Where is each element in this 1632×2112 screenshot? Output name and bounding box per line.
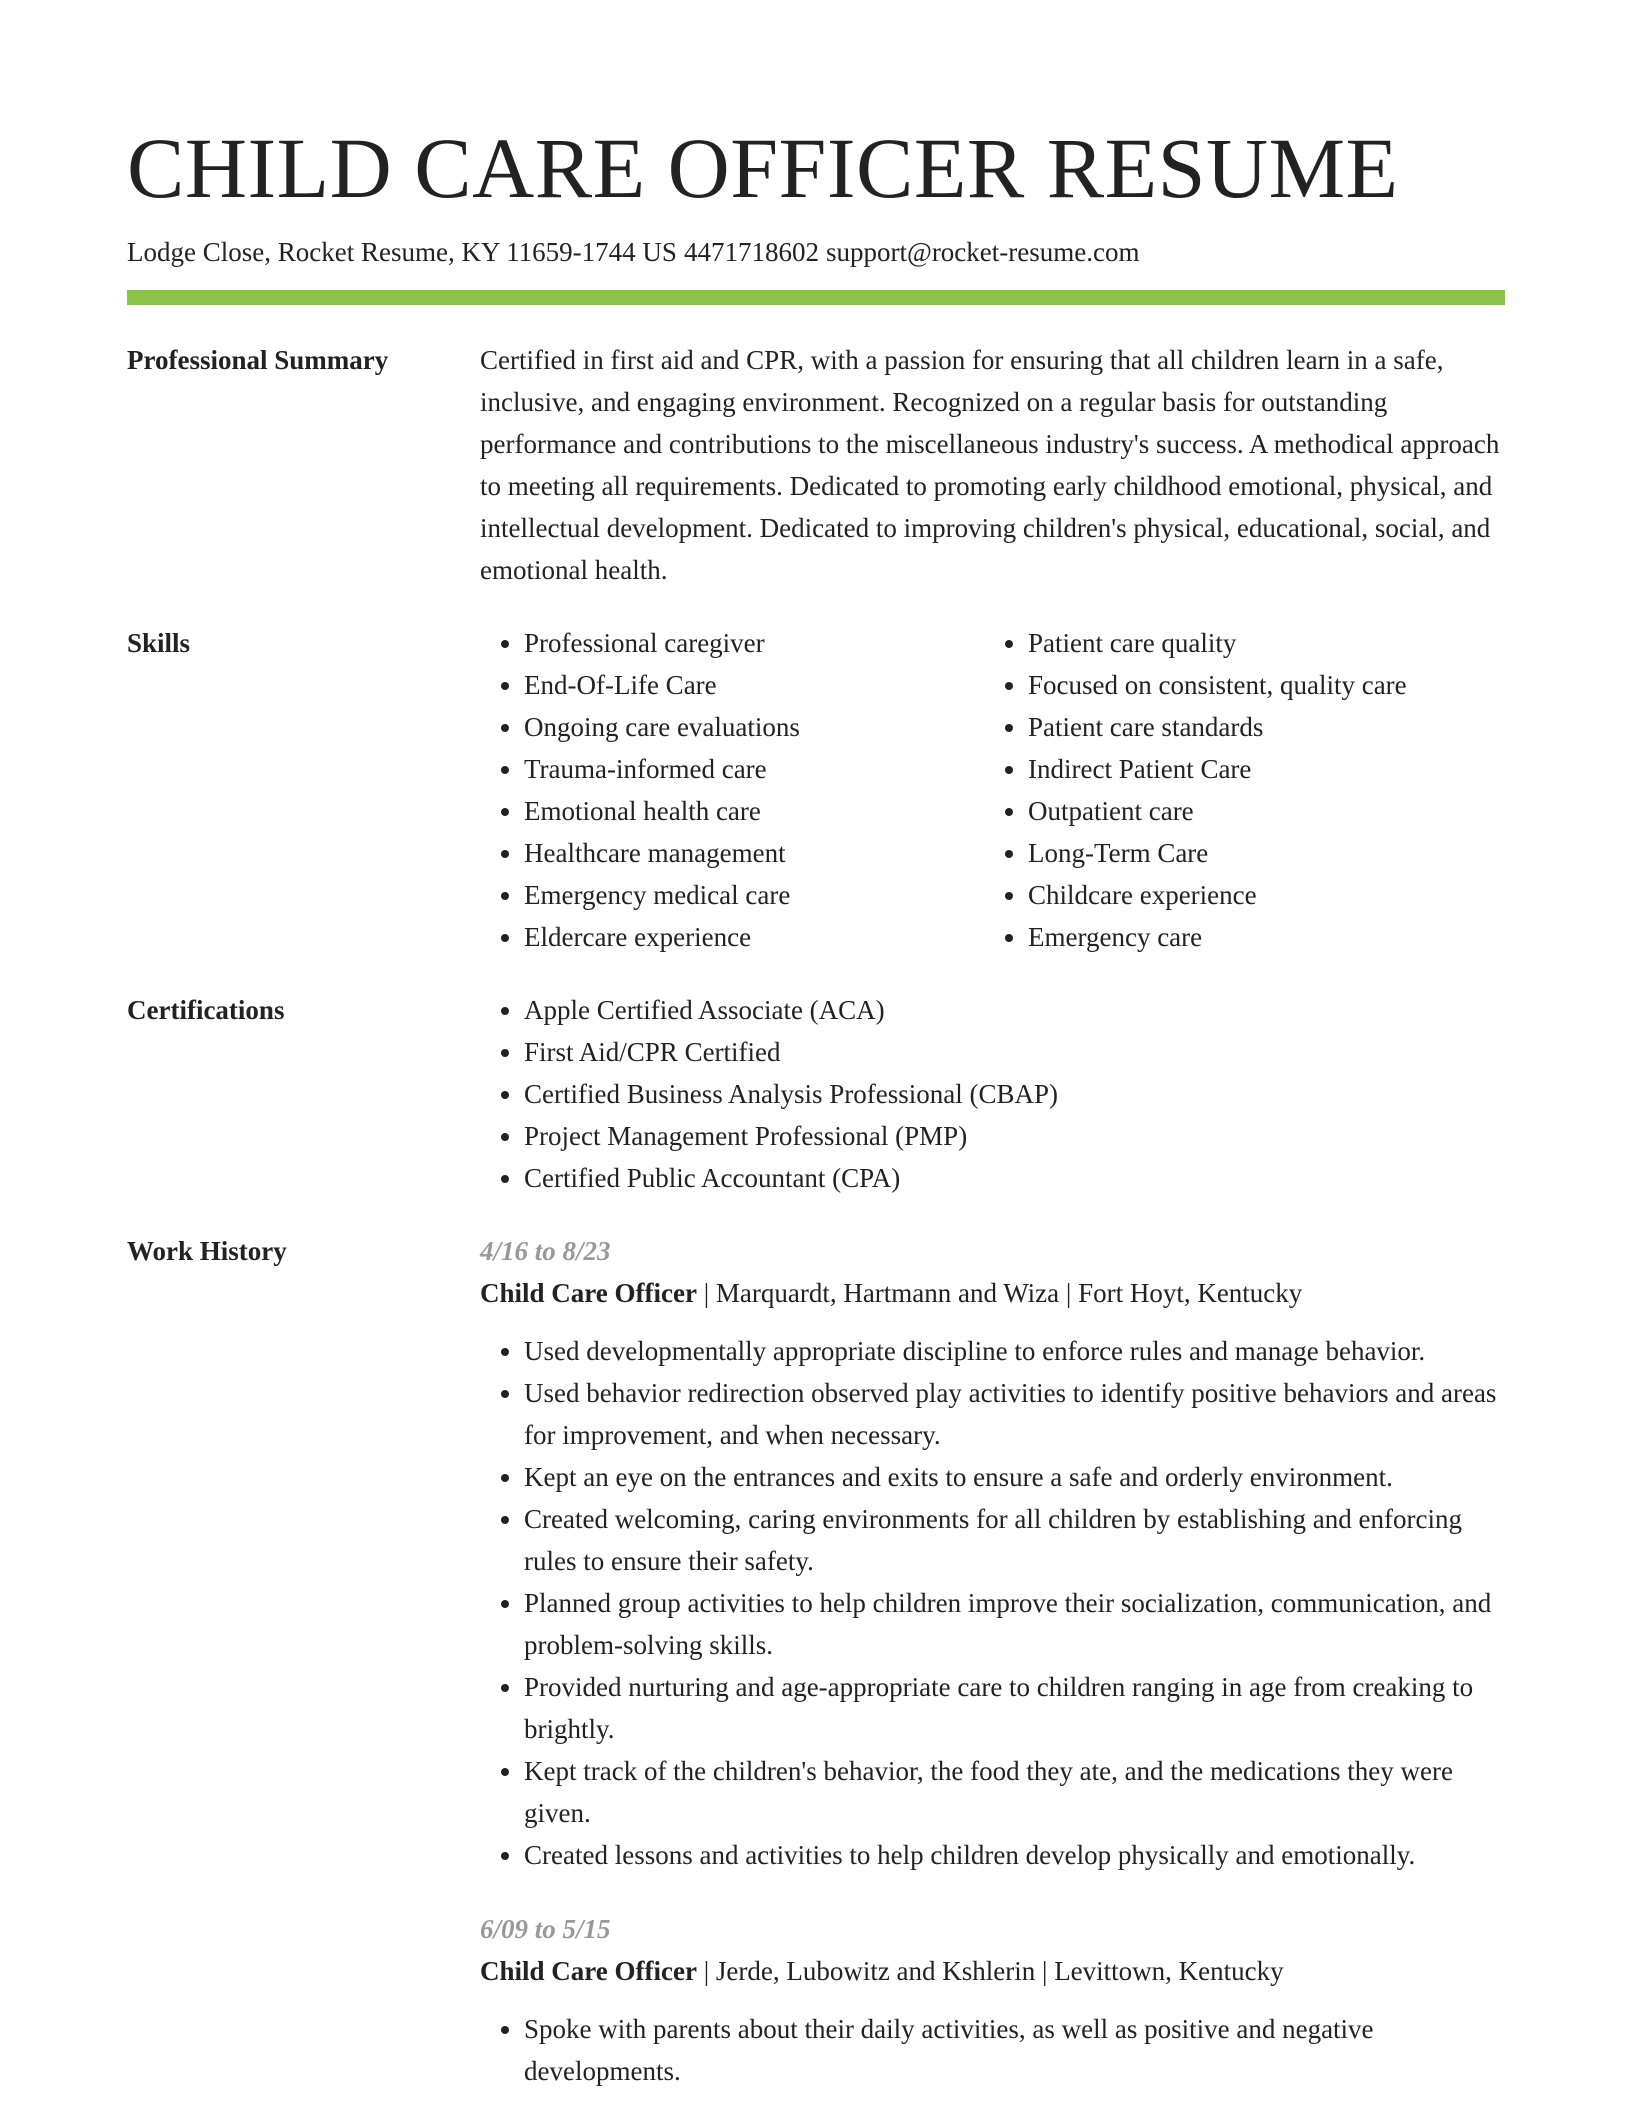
job-header: Child Care Officer | Jerde, Lubowitz and Kshlerin | Levittown, Kentucky	[480, 1956, 1284, 1986]
skill-item: • End-Of-Life Care	[524, 664, 984, 706]
summary-text: Certified in first aid and CPR, with a passion for ensuring that all children learn in a safe, inclusive, and engaging environment. Recognized on a regular basis for outstanding performance and contributions to the miscellaneous industry's success. A methodical approach to meeting all requirements. Dedicated to promoting early childhood emotional, physical, and intellectual development. Dedicated to improving children's physical, educational, social, and emotional health.	[480, 345, 1500, 585]
job-duty-item: • Created welcoming, caring environments for all children by establishing and enforcing rules to ensure their safety.	[524, 1498, 1505, 1582]
certifications-body	[480, 989, 1505, 1199]
skills-column-right	[984, 622, 1488, 958]
skill-item: • Long-Term Care	[1028, 832, 1488, 874]
skill-item: • Professional caregiver	[524, 622, 984, 664]
job-role: Child Care Officer	[480, 1956, 697, 1986]
contact-address: Lodge Close, Rocket Resume, KY 11659-1744 US	[127, 237, 677, 267]
skill-item: • Emotional health care	[524, 790, 984, 832]
skill-item: • Ongoing care evaluations	[524, 706, 984, 748]
job-dates: 6/09 to 5/15	[480, 1914, 611, 1944]
resume-title: CHILD CARE OFFICER RESUME	[127, 120, 1399, 216]
skill-item: • Outpatient care	[1028, 790, 1488, 832]
skill-item: • Healthcare management	[524, 832, 984, 874]
job-duty-item: • Planned group activities to help children improve their socialization, communication, and problem-solving skills.	[524, 1582, 1505, 1666]
job-company: Jerde, Lubowitz and Kshlerin	[715, 1956, 1036, 1986]
work-history-section	[127, 1230, 1505, 2092]
job-location: Fort Hoyt, Kentucky	[1078, 1278, 1303, 1308]
certifications-section	[127, 989, 1505, 1199]
certification-item: • Apple Certified Associate (ACA)	[524, 989, 1505, 1031]
job-duty-item: • Created lessons and activities to help children develop physically and emotionally.	[524, 1834, 1505, 1876]
certification-item: • First Aid/CPR Certified	[524, 1031, 1505, 1073]
accent-divider	[127, 290, 1505, 305]
job-duty-item: • Used behavior redirection observed play activities to identify positive behaviors and areas for improvement, and when necessary.	[524, 1372, 1505, 1456]
skills-columns	[480, 622, 1505, 958]
skill-item: • Emergency medical care	[524, 874, 984, 916]
job-duty-item: • Provided nurturing and age-appropriate care to children ranging in age from creaking to brightly.	[524, 1666, 1505, 1750]
job-dates: 4/16 to 8/23	[480, 1236, 611, 1266]
job-header: Child Care Officer | Marquardt, Hartmann and Wiza | Fort Hoyt, Kentucky	[480, 1278, 1303, 1308]
skills-column-left	[480, 622, 984, 958]
job-duty-item: • Kept track of the children's behavior, the food they ate, and the medications they were given.	[524, 1750, 1505, 1834]
job-company: Marquardt, Hartmann and Wiza	[715, 1278, 1060, 1308]
skills-body	[480, 622, 1505, 958]
certifications-heading: Certifications	[127, 995, 285, 1025]
contact-phone: 4471718602	[683, 237, 819, 267]
skill-item: • Patient care standards	[1028, 706, 1488, 748]
skill-item: • Focused on consistent, quality care	[1028, 664, 1488, 706]
skill-item: • Patient care quality	[1028, 622, 1488, 664]
contact-line	[127, 234, 1505, 270]
job-entry	[480, 1908, 1505, 2092]
summary-heading: Professional Summary	[127, 345, 389, 375]
skill-item: • Emergency care	[1028, 916, 1488, 958]
summary-body	[480, 339, 1505, 591]
skills-heading: Skills	[127, 628, 191, 658]
summary-section	[127, 339, 1505, 591]
job-duty-item: • Spoke with parents about their daily activities, as well as positive and negative developments.	[524, 2008, 1505, 2092]
job-duty-item: • Used developmentally appropriate discipline to enforce rules and manage behavior.	[524, 1330, 1505, 1372]
work-history-body	[480, 1230, 1505, 2092]
job-role: Child Care Officer	[480, 1278, 697, 1308]
certification-item: • Certified Public Accountant (CPA)	[524, 1157, 1505, 1199]
skill-item: • Childcare experience	[1028, 874, 1488, 916]
certifications-list	[480, 989, 1505, 1199]
job-location: Levittown, Kentucky	[1054, 1956, 1284, 1986]
work-history-heading: Work History	[127, 1236, 287, 1266]
job-duty-item: • Kept an eye on the entrances and exits to ensure a safe and orderly environment.	[524, 1456, 1505, 1498]
skills-section	[127, 622, 1505, 958]
skills-list-right	[984, 622, 1488, 958]
job-duties-list	[480, 2008, 1505, 2092]
skill-item: • Eldercare experience	[524, 916, 984, 958]
certification-item: • Project Management Professional (PMP)	[524, 1115, 1505, 1157]
job-duties-list	[480, 1330, 1505, 1876]
contact-email: support@rocket-resume.com	[825, 237, 1140, 267]
skill-item: • Trauma-informed care	[524, 748, 984, 790]
skills-list-left	[480, 622, 984, 958]
skill-item: • Indirect Patient Care	[1028, 748, 1488, 790]
certification-item: • Certified Business Analysis Professional (CBAP)	[524, 1073, 1505, 1115]
job-entry	[480, 1230, 1505, 1876]
